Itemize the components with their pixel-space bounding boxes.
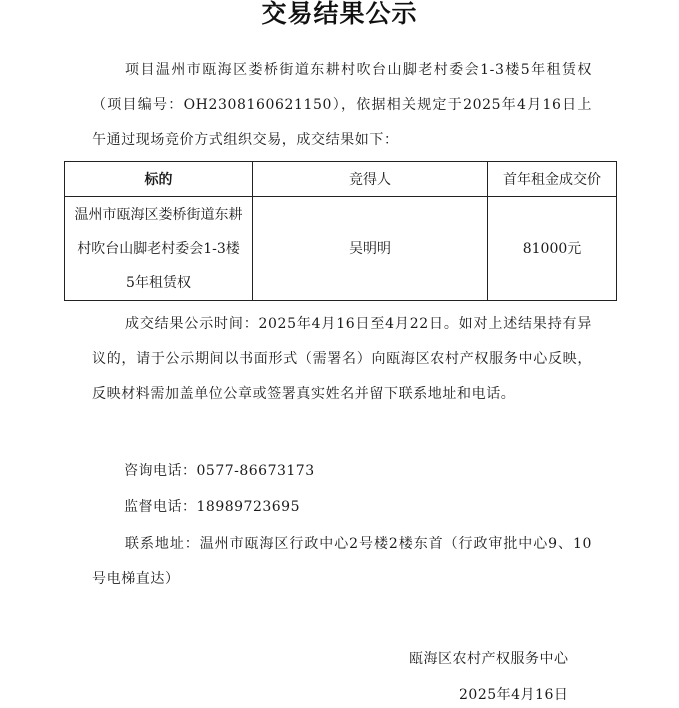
intro-paragraph: 项目温州市瓯海区娄桥街道东耕村吹台山脚老村委会1-3楼5年租赁权（项目编号：OH2308160621150），依据相关规定于2025年4月16日上午通过现场竞价方式组织交易，成交结果如下： bbox=[92, 62, 592, 148]
table-row bbox=[65, 197, 617, 301]
header-price: 首年租金成交价 bbox=[488, 162, 617, 197]
page-title: 交易结果公示 bbox=[261, 0, 418, 28]
notice-paragraph: 成交结果公示时间：2025年4月16日至4月22日。如对上述结果持有异议的，请于公示期间以书面形式（需署名）向瓯海区农村产权服务中心反映，反映材料需加盖单位公章或签署真实姓名并留下联系地址和电话。 bbox=[92, 316, 592, 402]
contact-address: 联系地址：温州市瓯海区行政中心2号楼2楼东首（行政审批中心9、10号电梯直达） bbox=[92, 536, 592, 587]
result-table bbox=[64, 161, 617, 301]
issuer-name: 瓯海区农村产权服务中心 bbox=[409, 651, 569, 667]
issue-date: 2025年4月16日 bbox=[459, 687, 569, 703]
cell-price: 81000元 bbox=[488, 197, 617, 301]
consult-phone: 咨询电话：0577-86673173 bbox=[124, 463, 315, 479]
supervise-phone: 监督电话：18989723695 bbox=[124, 499, 300, 515]
header-winner: 竞得人 bbox=[253, 162, 488, 197]
table-header-row bbox=[65, 162, 617, 197]
cell-winner: 吴明明 bbox=[253, 197, 488, 301]
cell-subject: 温州市瓯海区娄桥街道东耕村吹台山脚老村委会1-3楼5年租赁权 bbox=[65, 197, 253, 301]
header-subject: 标的 bbox=[65, 162, 253, 197]
